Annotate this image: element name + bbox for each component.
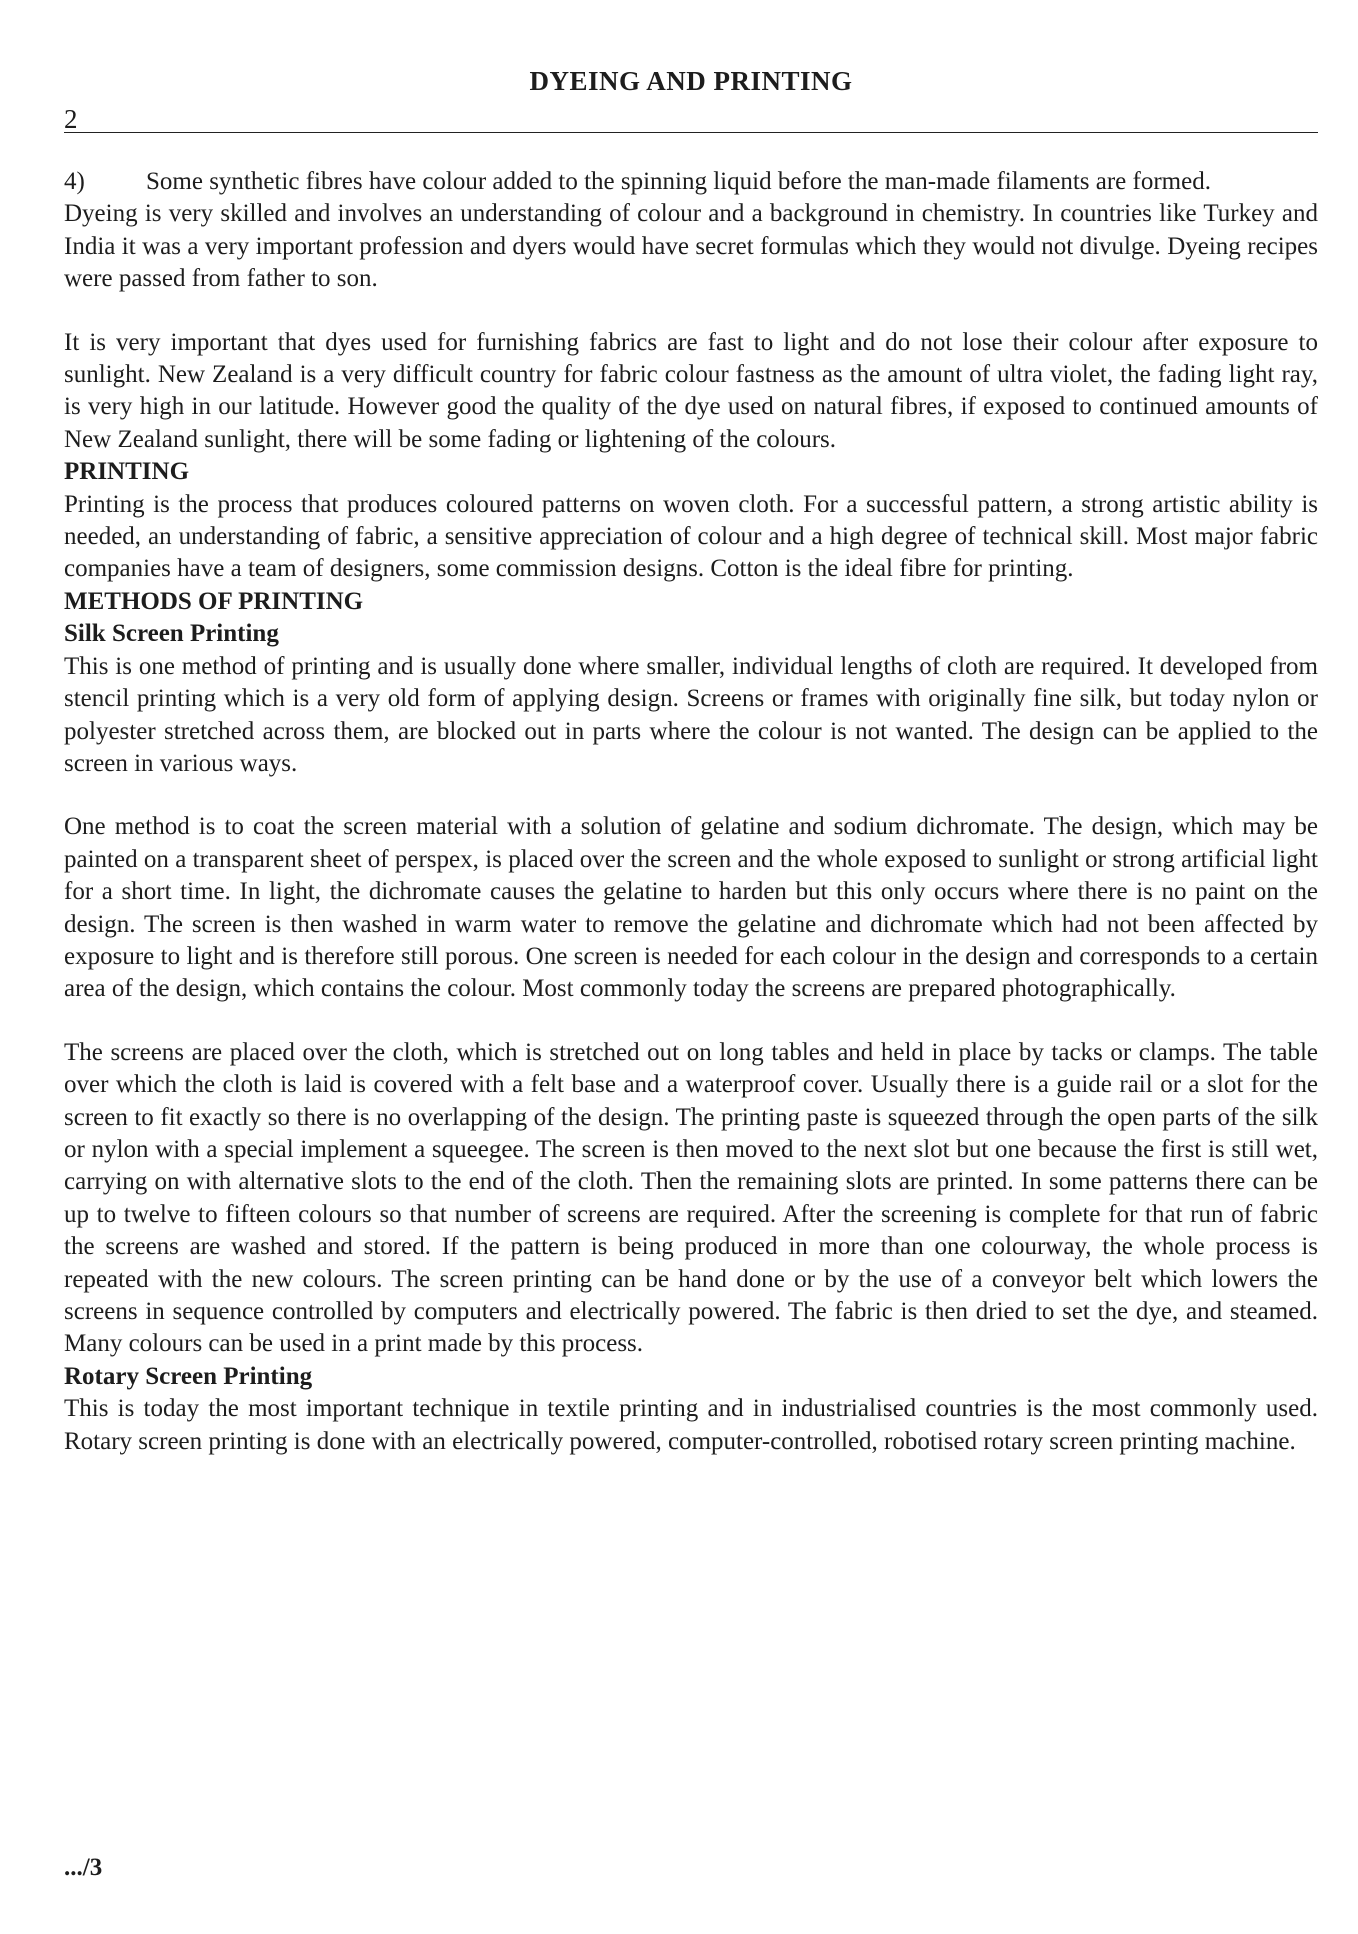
rotary-screen-paragraph: This is today the most important technique in textile printing and in industrialised countries is the most commonly used. Rotary screen printing is done with an electrically powered, computer-controlled, robotised rotary screen printing machine. (64, 1395, 1318, 1455)
silk-screen-heading: Silk Screen Printing (64, 620, 279, 648)
silk-screen-paragraph-3: The screens are placed over the cloth, which is stretched out on long tables and held in place by tacks or clamps. The table over which the cloth is laid is covered with a felt base and a waterproof cover. Usually there is a guide rail or a slot for the screen to fit exactly so there is no overlapping of the design. The printing paste is squeezed through the open parts of the silk or nylon with a special implement a squeegee. The screen is then moved to the next slot but one because the first is still wet, carrying on with alternative slots to the end of the cloth. Then the remaining slots are printed. In some patterns there can be up to twelve to fifteen colours so that number of screens are required. After the screening is complete for that run of fabric the screens are washed and stored. If the pattern is being produced in more than one colourway, the whole process is repeated with the new colours. The screen printing can be hand done or by the use of a conveyor belt which lowers the screens in sequence controlled by computers and electrically powered. The fabric is then dried to set the dye, and steamed. Many colours can be used in a print made by this process. (64, 1038, 1318, 1358)
header-rule (64, 132, 1318, 133)
silk-screen-paragraph-1: This is one method of printing and is usually done where smaller, individual lengths of cloth are required. It developed from stencil printing which is a very old form of applying design. Screens or frames with originally fine silk, but today nylon or polyester stretched across them, are blocked out in parts where the colour is not wanted. The design can be applied to the screen in various ways. (64, 652, 1318, 777)
methods-heading: METHODS OF PRINTING (64, 587, 364, 615)
document-page (64, 0, 1318, 1934)
rotary-screen-heading: Rotary Screen Printing (64, 1362, 313, 1390)
item-text: Some synthetic fibres have colour added to the spinning liquid before the man-made filaments are formed. (146, 168, 1211, 195)
silk-screen-paragraph-2: One method is to coat the screen material with a solution of gelatine and sodium dichromate. The design, which may be painted on a transparent sheet of perspex, is placed over the screen and the whole exposed to sunlight or strong artificial light for a short time. In light, the dichromate causes the gelatine to harden but this only occurs where there is no paint on the design. The screen is then washed in warm water to remove the gelatine and dichromate which had not been affected by exposure to light and is therefore still porous. One screen is needed for each colour in the design and corresponds to a certain area of the design, which contains the colour. Most commonly today the screens are prepared photographically. (64, 813, 1318, 1003)
body-text (64, 166, 1318, 1458)
running-head: DYEING AND PRINTING (529, 66, 853, 96)
numbered-item-4 (64, 166, 1318, 198)
dyeing-paragraph-2: It is very important that dyes used for furnishing fabrics are fast to light and do not lose their colour after exposure to sunlight. New Zealand is a very difficult country for fabric colour fastness as the amount of ultra violet, the fading light ray, is very high in our latitude. However good the quality of the dye used on natural fibres, if exposed to continued amounts of New Zealand sunlight, there will be some fading or lightening of the colours. (64, 328, 1318, 453)
printing-heading: PRINTING (64, 458, 190, 486)
page-number: 2 (64, 104, 78, 134)
continuation-marker: .../3 (64, 1854, 103, 1881)
printing-paragraph: Printing is the process that produces coloured patterns on woven cloth. For a successful pattern, a strong artistic ability is needed, an understanding of fabric, a sensitive appreciation of colour and a high degree of technical skill. Most major fabric companies have a team of designers, some commission designs. Cotton is the ideal fibre for printing. (64, 490, 1318, 583)
dyeing-paragraph-1: Dyeing is very skilled and involves an understanding of colour and a background in chemistry. In countries like Turkey and India it was a very important profession and dyers would have secret formulas which they would not divulge. Dyeing recipes were passed from father to son. (64, 200, 1318, 293)
item-number: 4) (64, 168, 85, 195)
